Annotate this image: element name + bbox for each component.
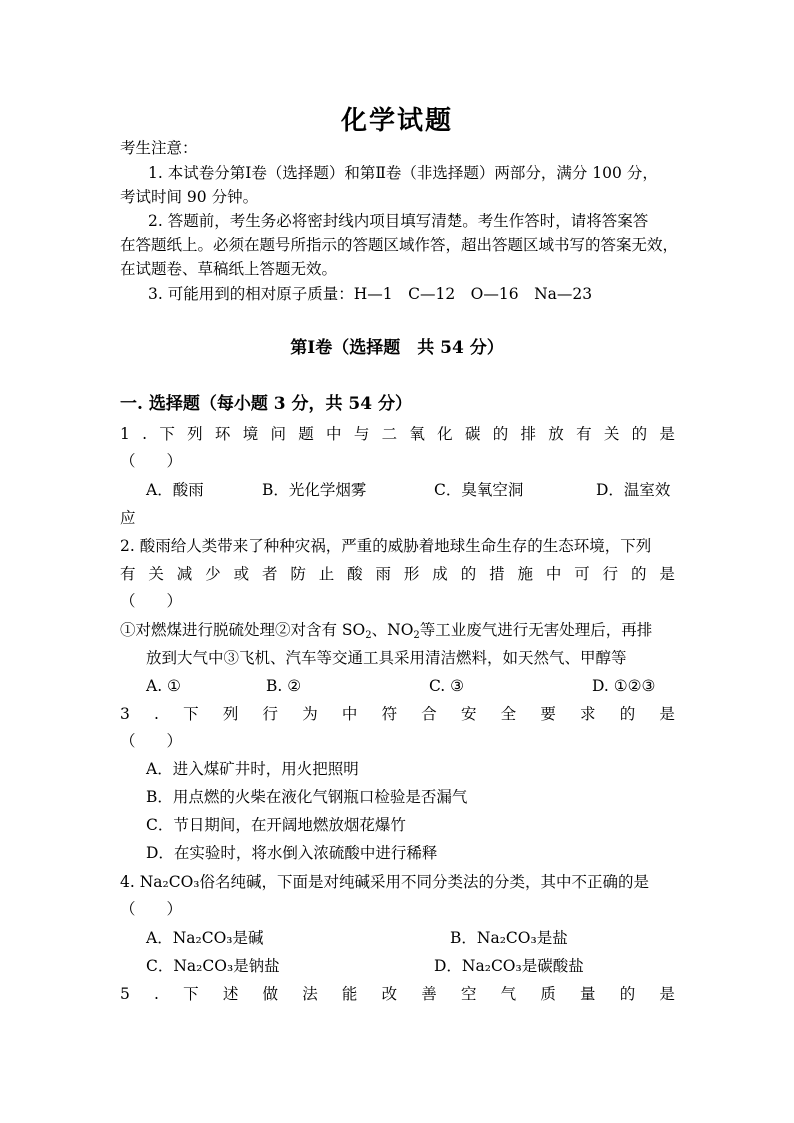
q1-char: 是 — [659, 425, 675, 443]
q4-option-b: B．Na₂CO₃是盐 — [450, 929, 568, 947]
notice-item-2-cont2: 在试题卷、草稿纸上答题无效。 — [120, 260, 338, 278]
q2-char: 是 — [659, 565, 675, 583]
q1-char: . — [142, 425, 148, 443]
q5-char: 下 — [183, 985, 199, 1003]
q3-char: 的 — [619, 705, 636, 723]
q1-char: 二 — [381, 425, 398, 443]
q1-char: 化 — [437, 425, 453, 443]
q1-char: 放 — [548, 425, 564, 443]
q1-option-c: C．臭氧空洞 — [434, 481, 524, 499]
notice-heading: 考生注意： — [120, 139, 198, 157]
q4-options-row2 — [146, 955, 676, 977]
q3-option-a: A．进入煤矿井时，用火把照明 — [146, 760, 359, 778]
q5-char: 量 — [580, 985, 596, 1003]
q2-char: 止 — [318, 565, 335, 583]
q3-char: 是 — [659, 705, 675, 723]
q2-option-c: C. ③ — [429, 677, 465, 695]
q1-option-d: D．温室效 — [596, 481, 671, 499]
q5-char: 空 — [460, 985, 477, 1003]
q3-char: . — [154, 705, 159, 723]
q1-char: 1 — [120, 425, 130, 443]
part1-heading: 第Ⅰ卷（选择题 共 54 分） — [290, 338, 504, 358]
page-title: 化学试题 — [340, 106, 453, 136]
q3-char: 列 — [222, 705, 239, 723]
q5-char: 善 — [421, 985, 437, 1003]
q1-char: 与 — [353, 425, 370, 443]
q2-char: 行 — [602, 565, 619, 583]
q1-options — [146, 479, 676, 501]
q5-char: 能 — [341, 985, 358, 1003]
q4-option-c: C．Na₂CO₃是钠盐 — [146, 957, 280, 975]
q5-char: 5 — [120, 985, 130, 1003]
q5-char: 是 — [659, 985, 675, 1003]
q1-char: 问 — [270, 425, 286, 443]
q3-char: 下 — [183, 705, 199, 723]
q1-char: 下 — [159, 425, 175, 443]
q5-char: . — [154, 985, 159, 1003]
q2-statement-text: ①对燃煤进行脱硫处理②对含有 SO — [120, 621, 366, 639]
q3-char: 全 — [500, 705, 517, 723]
q3-option-b: B．用点燃的火柴在液化气钢瓶口检验是否漏气 — [146, 788, 468, 806]
q2-char: 形 — [403, 565, 420, 583]
q3-option-d: D．在实验时，将水倒入浓硫酸中进行稀释 — [146, 844, 438, 862]
q2-char: 的 — [460, 565, 477, 583]
q1-stem — [120, 423, 675, 445]
q5-char: 述 — [222, 985, 239, 1003]
q2-subscript: 2 — [365, 630, 372, 641]
q3-answer-paren: （ ） — [120, 732, 183, 750]
q4-options-row1 — [146, 927, 676, 949]
q2-char: 雨 — [375, 565, 392, 583]
q1-char: 中 — [326, 425, 342, 443]
q2-char: 酸 — [347, 565, 363, 583]
q2-stem-cont — [120, 563, 675, 585]
q4-stem: 4. Na₂CO₃俗名纯碱，下面是对纯碱采用不同分类法的分类，其中不正确的是 — [120, 873, 650, 891]
q1-char: 的 — [492, 425, 509, 443]
q2-statement-text: 、NO — [371, 621, 414, 639]
q3-char: 行 — [262, 705, 279, 723]
q3-option-c: C．节日期间，在开阔地燃放烟花爆竹 — [146, 816, 406, 834]
notice-item-1: 1. 本试卷分第Ⅰ卷（选择题）和第Ⅱ卷（非选择题）两部分，满分 100 分， — [148, 164, 658, 182]
q4-option-d: D．Na₂CO₃是碳酸盐 — [434, 957, 584, 975]
q3-char: 求 — [580, 705, 596, 723]
q2-char: 措 — [489, 565, 505, 583]
q2-char: 中 — [545, 565, 562, 583]
q2-option-a: A. ① — [146, 677, 181, 695]
notice-item-2: 2. 答题前，考生务必将密封线内项目填写清楚。考生作答时，请将答案答 — [148, 212, 649, 230]
q1-char: 环 — [214, 425, 231, 443]
q3-char: 安 — [460, 705, 477, 723]
q2-char: 施 — [517, 565, 533, 583]
q5-char: 的 — [619, 985, 636, 1003]
q2-char: 有 — [120, 565, 136, 583]
q5-char: 做 — [262, 985, 279, 1003]
q2-char: 成 — [432, 565, 448, 583]
q1-char: 氧 — [409, 425, 425, 443]
notice-item-3: 3. 可能用到的相对原子质量：H—1 C—12 O—16 Na—23 — [148, 285, 593, 303]
q2-char: 可 — [574, 565, 590, 583]
q2-char: 防 — [290, 565, 306, 583]
q1-char: 排 — [520, 425, 537, 443]
q3-char: 符 — [381, 705, 398, 723]
q1-answer-paren: （ ） — [120, 452, 183, 470]
q2-stem: 2. 酸雨给人类带来了种种灾祸，严重的威胁着地球生命生存的生态环境，下列 — [120, 537, 652, 555]
q4-option-a: A．Na₂CO₃是碱 — [146, 929, 264, 947]
q5-stem — [120, 983, 675, 1005]
q2-statements — [120, 619, 675, 647]
q3-char: 3 — [120, 705, 130, 723]
q2-char: 或 — [233, 565, 250, 583]
q2-statement-text: 等工业废气进行无害处理后，再排 — [419, 621, 653, 639]
q1-char: 碳 — [464, 425, 481, 443]
q2-option-b: B. ② — [266, 677, 302, 695]
q3-stem — [120, 703, 675, 725]
q1-char: 有 — [576, 425, 592, 443]
q3-char: 为 — [302, 705, 318, 723]
q1-option-b: B．光化学烟雾 — [262, 481, 367, 499]
q2-answer-paren: （ ） — [120, 592, 183, 610]
q4-answer-paren: （ ） — [120, 900, 183, 918]
q1-char: 的 — [631, 425, 648, 443]
q2-subscript: 2 — [413, 630, 420, 641]
q1-char: 关 — [603, 425, 620, 443]
q5-char: 改 — [381, 985, 398, 1003]
q2-char: 减 — [176, 565, 193, 583]
q2-char: 关 — [148, 565, 164, 583]
q2-char: 的 — [631, 565, 647, 583]
q5-char: 法 — [302, 985, 318, 1003]
q3-char: 要 — [540, 705, 556, 723]
q2-option-d: D. ①②③ — [592, 677, 656, 695]
q1-char: 境 — [242, 425, 259, 443]
q1-char: 列 — [187, 425, 203, 443]
q5-char: 气 — [500, 985, 517, 1003]
q2-char: 者 — [261, 565, 278, 583]
section1-heading: 一. 选择题（每小题 3 分，共 54 分） — [120, 394, 412, 414]
q2-options — [146, 675, 676, 697]
q3-char: 中 — [341, 705, 358, 723]
notice-item-2-cont: 在答题纸上。必须在题号所指示的答题区域作答，超出答题区域书写的答案无效， — [120, 236, 679, 254]
q2-char: 少 — [205, 565, 221, 583]
q2-statements-cont: 放到大气中③飞机、汽车等交通工具采用清洁燃料，如天然气、甲醇等 — [146, 649, 627, 667]
q5-char: 质 — [540, 985, 556, 1003]
q1-option-d-cont: 应 — [120, 509, 136, 527]
q3-char: 合 — [421, 705, 437, 723]
q1-option-a: A．酸雨 — [146, 481, 204, 499]
notice-item-1-cont: 考试时间 90 分钟。 — [120, 188, 259, 206]
q1-char: 题 — [298, 425, 314, 443]
